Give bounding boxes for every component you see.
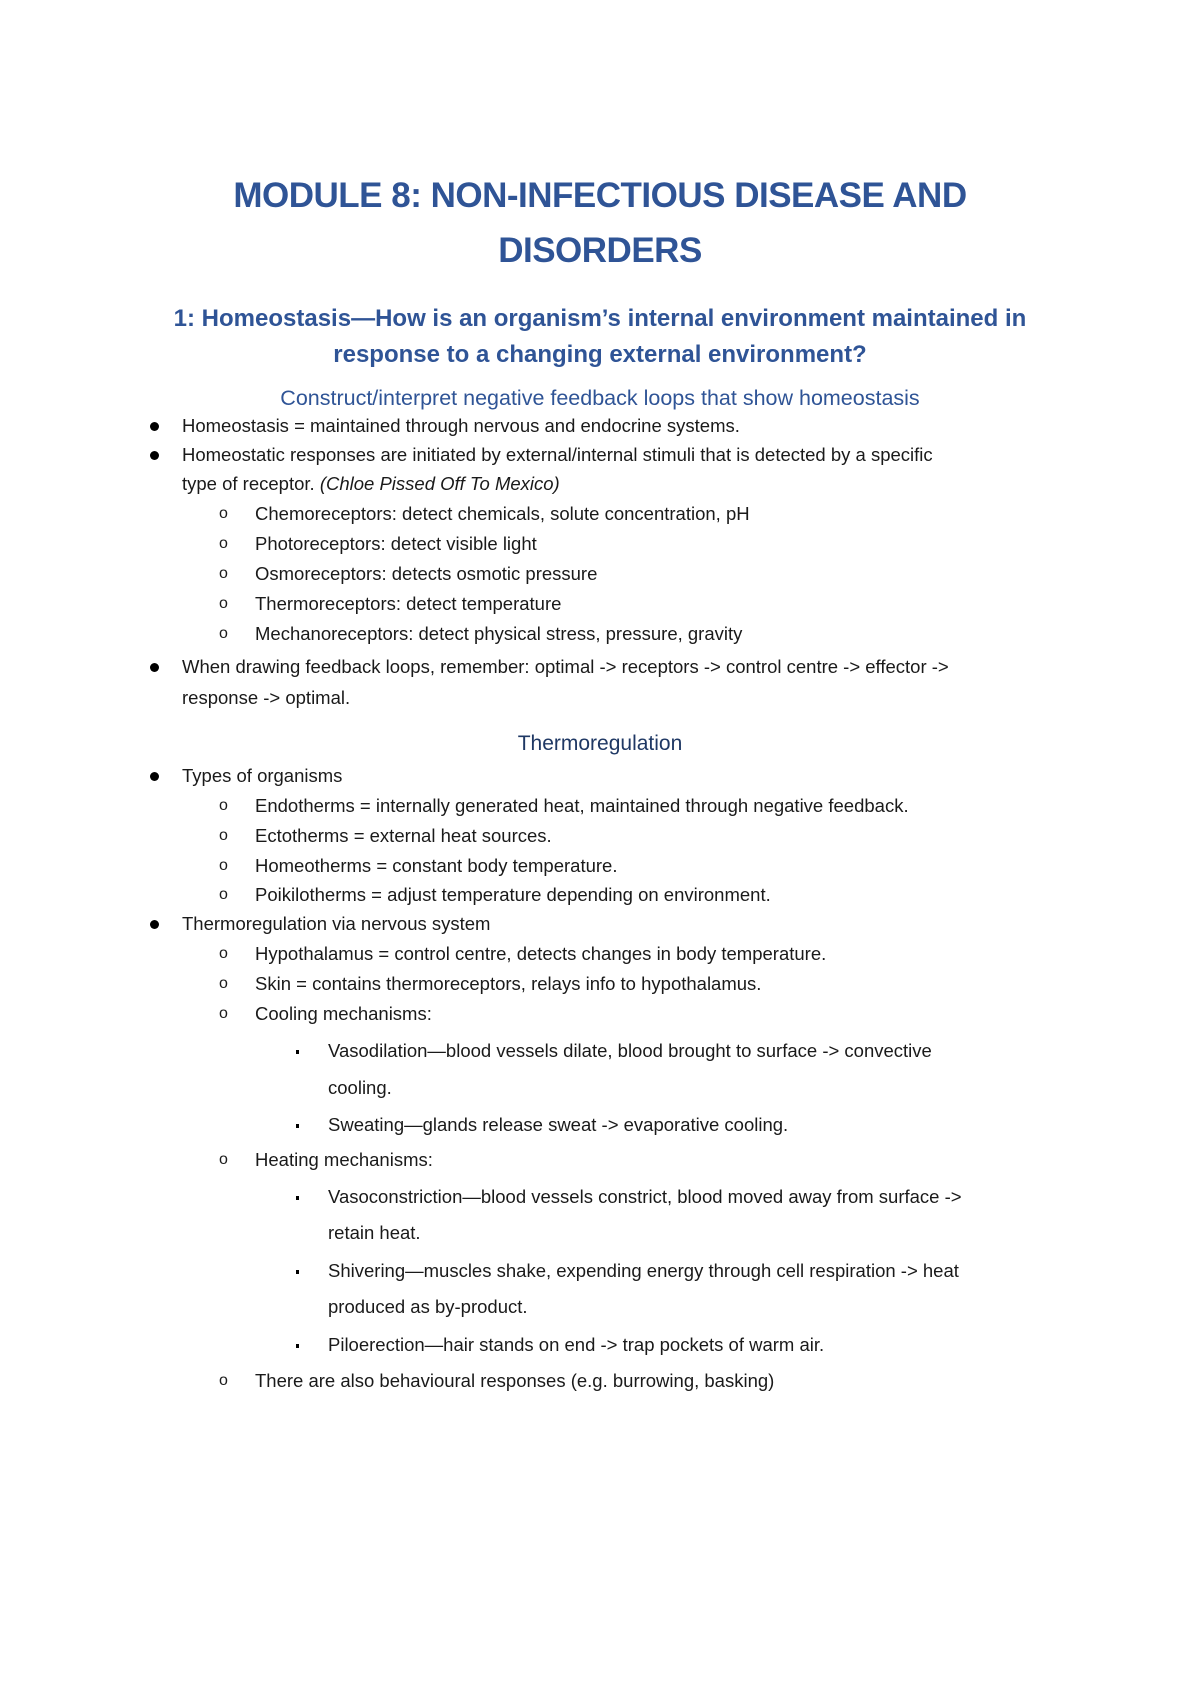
- hypothalamus-item: Hypothalamus = control centre, detects changes in body temperature.: [255, 943, 827, 964]
- section-1-subheading: Construct/interpret negative feedback loops that show homeostasis: [280, 386, 920, 410]
- bullet-feedback-line-2: response -> optimal.: [182, 687, 351, 708]
- receptor-item: Photoreceptors: detect visible light: [255, 533, 537, 554]
- sub-bullet-icon: o: [219, 857, 228, 874]
- square-bullet-icon: [296, 1344, 299, 1348]
- vasoconstriction-line-1: Vasoconstriction—blood vessels constrict, blood moved away from surface ->: [328, 1186, 962, 1207]
- document-title: [0, 168, 1200, 278]
- bullet-dot-icon: [150, 422, 159, 431]
- sub-bullet-icon: o: [219, 827, 228, 844]
- sub-bullet-icon: o: [219, 505, 228, 522]
- bullet-dot-icon: [150, 772, 159, 781]
- sub-bullet-icon: o: [219, 797, 228, 814]
- skin-item: Skin = contains thermoreceptors, relays info to hypothalamus.: [255, 973, 762, 994]
- receptor-item: Mechanoreceptors: detect physical stress, pressure, gravity: [255, 623, 743, 644]
- square-bullet-icon: [296, 1050, 299, 1054]
- sub-bullet-icon: o: [219, 565, 228, 582]
- vasodilation-line-2: cooling.: [328, 1077, 392, 1098]
- bullet-types-of-organisms: Types of organisms: [182, 765, 343, 786]
- bullet-responses-text: type of receptor.: [182, 473, 320, 494]
- vasodilation-line-1: Vasodilation—blood vessels dilate, blood brought to surface -> convective: [328, 1040, 932, 1061]
- title-line-1: MODULE 8: NON-INFECTIOUS DISEASE AND: [233, 176, 967, 215]
- piloerection-item: Piloerection—hair stands on end -> trap pockets of warm air.: [328, 1334, 825, 1355]
- organism-type-item: Ectotherms = external heat sources.: [255, 825, 552, 846]
- cooling-mechanisms-label: Cooling mechanisms:: [255, 1003, 432, 1024]
- thermoregulation-heading: Thermoregulation: [517, 732, 683, 755]
- sub-bullet-icon: o: [219, 1151, 228, 1168]
- bullet-dot-icon: [150, 451, 159, 460]
- bullet-feedback-line-1: When drawing feedback loops, remember: optimal -> receptors -> control centre -> effector ->: [182, 656, 949, 677]
- sub-bullet-icon: o: [219, 886, 228, 903]
- sub-bullet-icon: o: [219, 975, 228, 992]
- bullet-homeostasis: Homeostasis = maintained through nervous and endocrine systems.: [182, 415, 740, 436]
- sub-bullet-icon: o: [219, 595, 228, 612]
- organism-type-item: Endotherms = internally generated heat, maintained through negative feedback.: [255, 795, 909, 816]
- receptor-item: Chemoreceptors: detect chemicals, solute concentration, pH: [255, 503, 750, 524]
- bullet-responses-line-2: [182, 472, 560, 496]
- behavioural-item: There are also behavioural responses (e.g. burrowing, basking): [255, 1370, 775, 1391]
- mnemonic: (Chloe Pissed Off To Mexico): [319, 473, 560, 494]
- title-line-2: DISORDERS: [498, 231, 702, 270]
- vasoconstriction-line-2: retain heat.: [328, 1222, 421, 1243]
- square-bullet-icon: [296, 1196, 299, 1200]
- sub-bullet-icon: o: [219, 625, 228, 642]
- bullet-dot-icon: [150, 920, 159, 929]
- bullet-dot-icon: [150, 663, 159, 672]
- square-bullet-icon: [296, 1124, 299, 1128]
- organism-type-item: Poikilotherms = adjust temperature depending on environment.: [255, 884, 771, 905]
- sub-bullet-icon: o: [219, 945, 228, 962]
- section-1-heading: [120, 301, 1080, 373]
- square-bullet-icon: [296, 1270, 299, 1274]
- sub-bullet-icon: o: [219, 1005, 228, 1022]
- receptor-item: Osmoreceptors: detects osmotic pressure: [255, 563, 598, 584]
- sweating-item: Sweating—glands release sweat -> evaporative cooling.: [328, 1114, 789, 1135]
- receptor-item: Thermoreceptors: detect temperature: [255, 593, 562, 614]
- shivering-line-1: Shivering—muscles shake, expending energy through cell respiration -> heat: [328, 1260, 959, 1281]
- heating-mechanisms-label: Heating mechanisms:: [255, 1149, 433, 1170]
- section-1-heading-line-1: 1: Homeostasis—How is an organism’s internal environment maintained in: [173, 305, 1027, 332]
- bullet-responses-line-1: Homeostatic responses are initiated by external/internal stimuli that is detected by a specific: [182, 444, 933, 465]
- sub-bullet-icon: o: [219, 1372, 228, 1389]
- section-1-heading-line-2: response to a changing external environment?: [333, 341, 867, 368]
- shivering-line-2: produced as by-product.: [328, 1296, 528, 1317]
- organism-type-item: Homeotherms = constant body temperature.: [255, 855, 618, 876]
- sub-bullet-icon: o: [219, 535, 228, 552]
- bullet-nervous-system: Thermoregulation via nervous system: [182, 913, 491, 934]
